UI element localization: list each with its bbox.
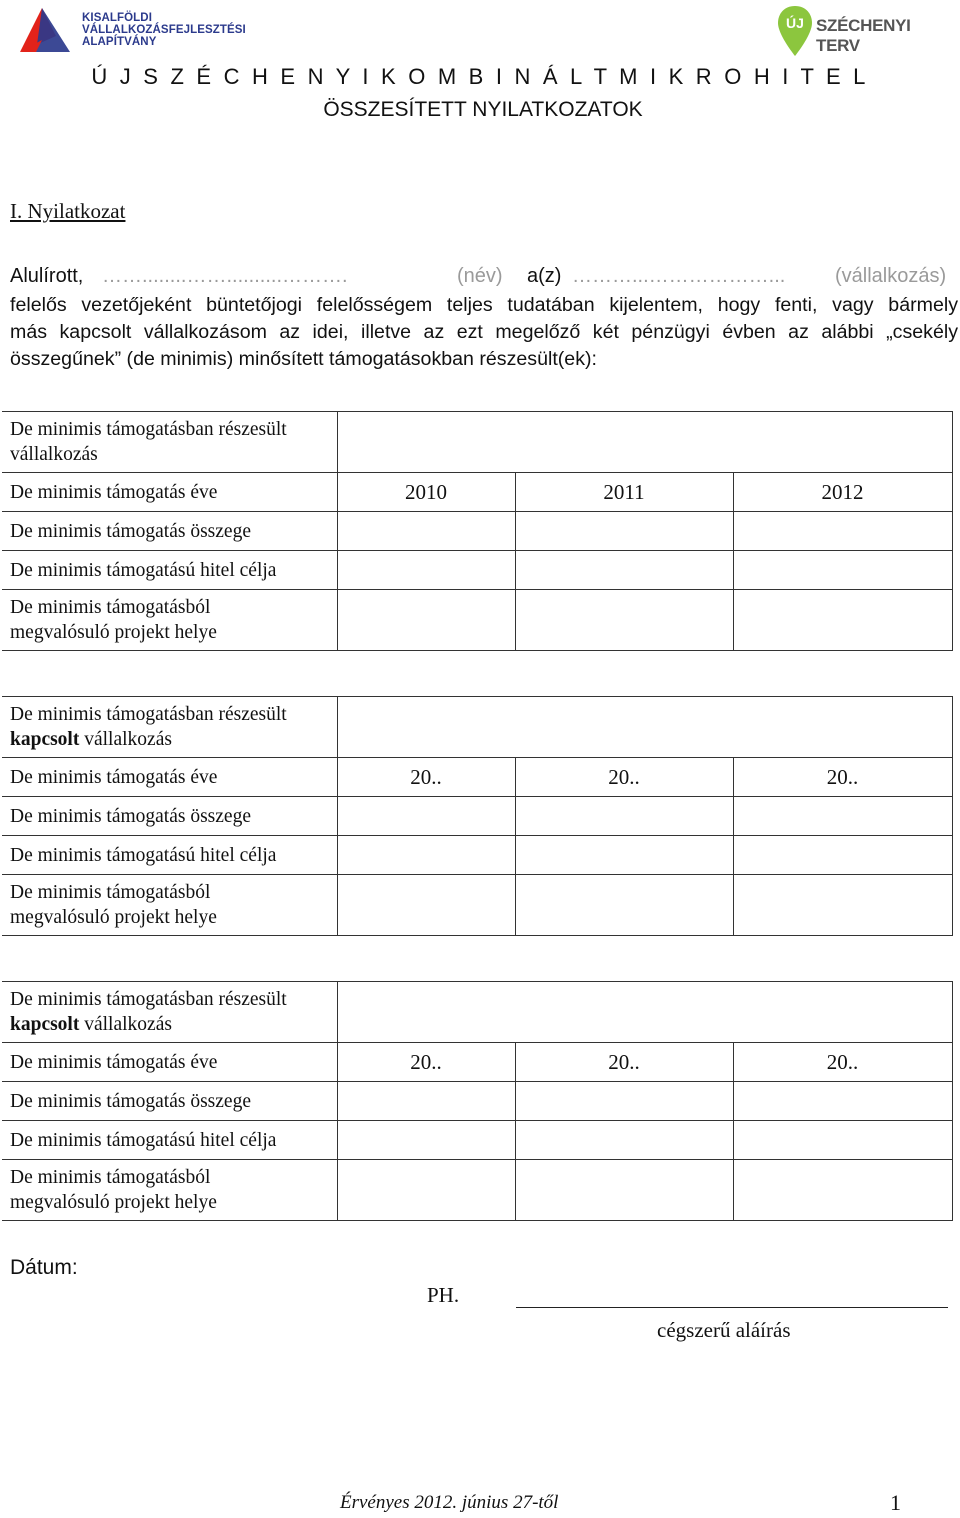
- purpose-input-1[interactable]: [337, 551, 515, 590]
- recipient-label: [2, 412, 337, 473]
- year-label: De minimis támogatás éve: [2, 758, 337, 797]
- page-number: 1: [890, 1490, 901, 1515]
- purpose-input-2[interactable]: [515, 836, 733, 875]
- recipient-input-cell[interactable]: [337, 982, 952, 1043]
- recipient-label: [2, 982, 337, 1043]
- location-input-2[interactable]: [515, 875, 733, 936]
- amount-label: De minimis támogatás összege: [2, 1082, 337, 1121]
- table-row: [2, 1043, 952, 1082]
- purpose-input-1[interactable]: [337, 836, 515, 875]
- location-input-2[interactable]: [515, 1160, 733, 1221]
- location-input-3[interactable]: [733, 1160, 952, 1221]
- purpose-input-3[interactable]: [733, 836, 952, 875]
- intro-prefix: Alulírott,: [10, 265, 84, 287]
- left-logo-text: [82, 12, 246, 48]
- document-subtitle: ÖSSZESÍTETT NYILATKOZATOK: [323, 98, 643, 121]
- stamp-label: PH.: [427, 1283, 460, 1307]
- location-label-line-2: megvalósuló projekt helye: [10, 1192, 217, 1213]
- location-label: [2, 1160, 337, 1221]
- purpose-label: De minimis támogatású hitel célja: [2, 551, 337, 590]
- left-logo-line-1: KISALFÖLDI: [82, 12, 152, 24]
- amount-input-2[interactable]: [515, 797, 733, 836]
- year-cell-1: 2010: [337, 473, 515, 512]
- year-label: De minimis támogatás éve: [2, 1043, 337, 1082]
- location-label-line-2: megvalósuló projekt helye: [10, 907, 217, 928]
- name-fill-dots: ……........……..........……….: [102, 265, 348, 287]
- year-cell-2: 2011: [515, 473, 733, 512]
- amount-input-1[interactable]: [337, 1082, 515, 1121]
- year-cell-1[interactable]: 20..: [337, 758, 515, 797]
- amount-input-1[interactable]: [337, 512, 515, 551]
- table-row: [2, 473, 952, 512]
- right-logo-prefix: ÚJ: [786, 15, 804, 31]
- table-row: [2, 797, 952, 836]
- table-row: [2, 412, 952, 473]
- recipient-label-line-2: vállalkozás: [10, 444, 98, 465]
- recipient-label-line-1: De minimis támogatásban részesült: [10, 704, 287, 725]
- amount-input-2[interactable]: [515, 512, 733, 551]
- purpose-input-3[interactable]: [733, 1121, 952, 1160]
- left-logo-line-3: ALAPÍTVÁNY: [82, 36, 157, 48]
- year-cell-3[interactable]: 20..: [733, 1043, 952, 1082]
- section-heading: I. Nyilatkozat: [10, 199, 126, 223]
- document-title: Ú J S Z É C H E N Y I K O M B I N Á L T M I K R O H I T E L: [91, 64, 869, 89]
- table-row: [2, 551, 952, 590]
- amount-label: De minimis támogatás összege: [2, 797, 337, 836]
- de-minimis-table-2: [2, 696, 953, 936]
- purpose-input-2[interactable]: [515, 551, 733, 590]
- location-input-1[interactable]: [337, 875, 515, 936]
- recipient-label-bold: kapcsolt: [10, 1014, 80, 1035]
- triangle-logo-icon: [20, 6, 76, 56]
- location-label-line-1: De minimis támogatásból: [10, 1167, 211, 1188]
- recipient-input-cell[interactable]: [337, 412, 952, 473]
- table-row: [2, 758, 952, 797]
- company-fill-dots: ………...………………...: [572, 265, 786, 287]
- year-cell-3: 2012: [733, 473, 952, 512]
- de-minimis-table-1: [2, 411, 953, 651]
- name-hint: (név): [457, 265, 503, 287]
- year-cell-2[interactable]: 20..: [515, 758, 733, 797]
- recipient-input-cell[interactable]: [337, 697, 952, 758]
- year-cell-3[interactable]: 20..: [733, 758, 952, 797]
- right-logo-text: SZÉCHENYI TERV: [816, 16, 911, 55]
- location-input-1[interactable]: [337, 590, 515, 651]
- year-cell-1[interactable]: 20..: [337, 1043, 515, 1082]
- amount-label: De minimis támogatás összege: [2, 512, 337, 551]
- location-input-1[interactable]: [337, 1160, 515, 1221]
- purpose-label: De minimis támogatású hitel célja: [2, 1121, 337, 1160]
- table-row: [2, 1082, 952, 1121]
- table-row: [2, 512, 952, 551]
- purpose-input-1[interactable]: [337, 1121, 515, 1160]
- declaration-paragraph: [10, 292, 958, 373]
- table-row: [2, 982, 952, 1043]
- signature-line[interactable]: [516, 1307, 948, 1308]
- kisalfoldi-foundation-logo: [20, 6, 260, 56]
- left-logo-line-2: VÁLLALKOZÁSFEJLESZTÉSI: [82, 24, 246, 36]
- table-row: [2, 875, 952, 936]
- location-input-3[interactable]: [733, 590, 952, 651]
- amount-input-3[interactable]: [733, 797, 952, 836]
- table-row: [2, 1121, 952, 1160]
- company-hint: (vállalkozás): [835, 265, 947, 287]
- recipient-label-line-2: vállalkozás: [79, 1014, 172, 1035]
- purpose-input-2[interactable]: [515, 1121, 733, 1160]
- location-label: [2, 875, 337, 936]
- declaration-intro-line: [10, 265, 958, 291]
- recipient-label-line-1: De minimis támogatásban részesült: [10, 989, 287, 1010]
- recipient-label-bold: kapcsolt: [10, 729, 80, 750]
- date-label: Dátum:: [10, 1256, 78, 1279]
- recipient-label-line-1: De minimis támogatásban részesült: [10, 419, 287, 440]
- location-label-line-1: De minimis támogatásból: [10, 597, 211, 618]
- de-minimis-table-3: [2, 981, 953, 1221]
- declaration-line-2: más kapcsolt vállalkozásom az idei, illetve az ezt megelőző két pénzügyi évben az alábbi „csekély: [10, 321, 958, 343]
- table-row: [2, 1160, 952, 1221]
- map-pin-icon: [776, 4, 814, 58]
- year-cell-2[interactable]: 20..: [515, 1043, 733, 1082]
- location-input-3[interactable]: [733, 875, 952, 936]
- location-label: [2, 590, 337, 651]
- table-row: [2, 836, 952, 875]
- amount-input-3[interactable]: [733, 1082, 952, 1121]
- amount-input-2[interactable]: [515, 1082, 733, 1121]
- location-input-2[interactable]: [515, 590, 733, 651]
- szechenyi-terv-logo: [776, 4, 956, 60]
- signature-label: cégszerű aláírás: [657, 1318, 791, 1342]
- table-row: [2, 697, 952, 758]
- intro-az: a(z): [527, 265, 562, 287]
- amount-input-3[interactable]: [733, 512, 952, 551]
- declaration-line-3: összegűnek” (de minimis) minősített támogatásokban részesült(ek):: [10, 348, 597, 370]
- location-label-line-2: megvalósuló projekt helye: [10, 622, 217, 643]
- declaration-line-1: felelős vezetőjeként büntetőjogi felelősségem teljes tudatában kijelentem, hogy fenti, vagy bármely: [10, 294, 958, 316]
- recipient-label-line-2: vállalkozás: [79, 729, 172, 750]
- validity-note: Érvényes 2012. június 27-től: [340, 1492, 559, 1513]
- amount-input-1[interactable]: [337, 797, 515, 836]
- location-label-line-1: De minimis támogatásból: [10, 882, 211, 903]
- year-label: De minimis támogatás éve: [2, 473, 337, 512]
- recipient-label: [2, 697, 337, 758]
- table-row: [2, 590, 952, 651]
- purpose-input-3[interactable]: [733, 551, 952, 590]
- purpose-label: De minimis támogatású hitel célja: [2, 836, 337, 875]
